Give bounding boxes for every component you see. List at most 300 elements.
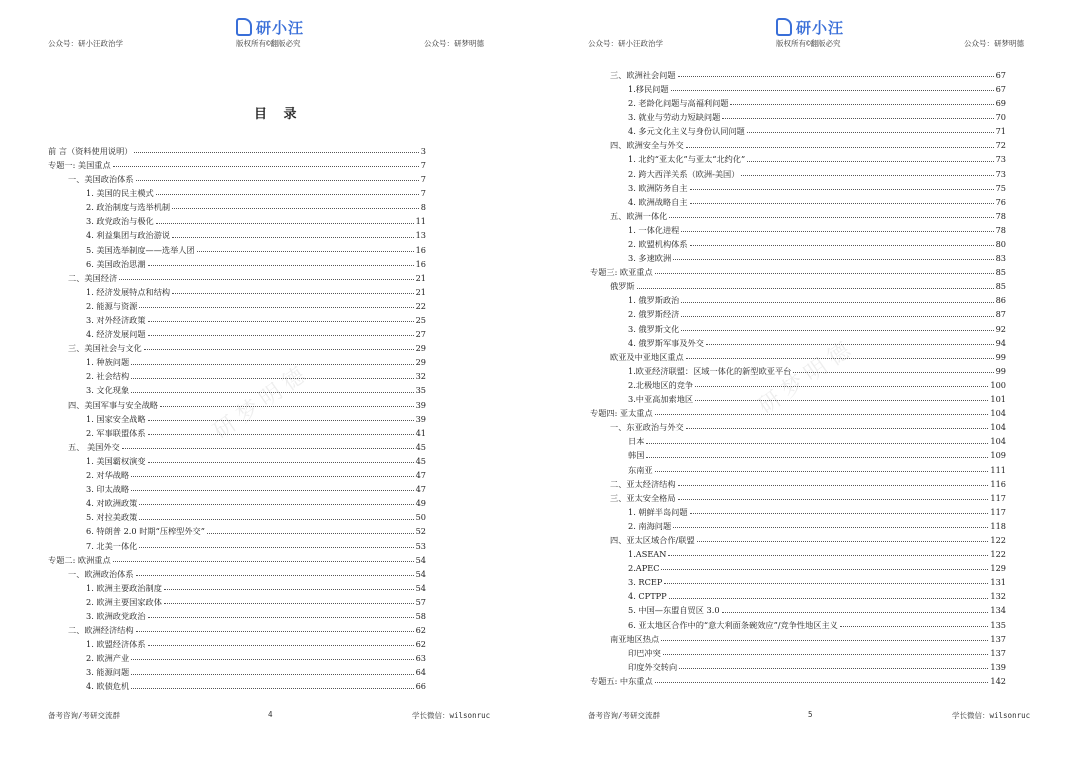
toc-entry[interactable] xyxy=(590,558,1006,572)
watermark: 研梦明德 xyxy=(754,334,861,420)
toc-leader-dots xyxy=(122,448,414,449)
toc-entry-page: 139 xyxy=(990,661,1006,672)
toc-entry-title: 4. 对欧洲政策 xyxy=(86,498,138,509)
toc-entry[interactable] xyxy=(48,254,426,268)
toc-entry[interactable] xyxy=(590,431,1006,445)
toc-entry-title: 2.APEC xyxy=(628,563,660,574)
toc-entry-page: 52 xyxy=(415,526,426,537)
toc-entry-title: 3. 欧洲防务自主 xyxy=(628,182,688,193)
toc-entry[interactable] xyxy=(590,460,1006,474)
toc-entry[interactable] xyxy=(590,347,1006,361)
toc-leader-dots xyxy=(134,152,418,153)
toc-entry[interactable] xyxy=(590,79,1006,93)
toc-entry-title: 3. 对外经济政策 xyxy=(86,315,146,326)
toc-entry-page: 7 xyxy=(420,188,426,199)
toc-entry[interactable] xyxy=(590,502,1006,516)
toc-entry[interactable] xyxy=(48,324,426,338)
toc-entry-title: 一、美国政治体系 xyxy=(68,174,134,185)
toc-entry-page: 94 xyxy=(995,337,1006,348)
toc-entry[interactable] xyxy=(48,169,426,183)
toc-entry-title: 2. 能源与资源 xyxy=(86,300,138,311)
page-5 xyxy=(540,0,1080,761)
toc-entry[interactable] xyxy=(48,282,426,296)
toc-entry-title: 东南亚 xyxy=(628,464,653,475)
brand-logo xyxy=(236,16,304,38)
toc-entry-page: 132 xyxy=(990,591,1006,602)
toc-entry-title: 专题五: 中东重点 xyxy=(590,675,653,686)
header-left: 公众号：研小汪政治学 xyxy=(48,39,123,48)
toc-leader-dots xyxy=(686,147,994,148)
toc-entry-title: 3. 文化现象 xyxy=(86,385,130,396)
toc-entry[interactable] xyxy=(48,634,426,648)
toc-entry[interactable] xyxy=(48,226,426,240)
toc-entry-title: 一、东亚政治与外交 xyxy=(610,422,684,433)
toc-entry[interactable] xyxy=(590,121,1006,135)
toc-entry-title: 前 言（资料使用说明） xyxy=(48,145,133,156)
toc-entry-title: 5. 中国—东盟自贸区 3.0 xyxy=(628,605,720,616)
toc-leader-dots xyxy=(730,104,993,105)
brand-logo-text: 研小汪 xyxy=(796,18,845,37)
toc-entry[interactable] xyxy=(590,671,1006,685)
toc-entry-page: 39 xyxy=(415,413,426,424)
toc-entry-title: 2. 跨大西洋关系（欧洲-美国） xyxy=(628,168,740,179)
toc-leader-dots xyxy=(655,273,994,274)
toc-leader-dots xyxy=(172,293,413,294)
toc-entry-page: 73 xyxy=(995,168,1006,179)
toc-leader-dots xyxy=(663,654,989,655)
toc-leader-dots xyxy=(131,659,413,660)
toc-entry-page: 16 xyxy=(415,244,426,255)
toc-entry-title: 2. 社会结构 xyxy=(86,371,130,382)
toc-entry-title: 一、欧洲政治体系 xyxy=(68,568,134,579)
toc-leader-dots xyxy=(131,476,413,477)
header-center: 版权所有©翻版必究 xyxy=(236,39,301,48)
toc-entry[interactable] xyxy=(590,164,1006,178)
toc-entry[interactable] xyxy=(590,446,1006,460)
toc-entry-page: 92 xyxy=(995,323,1006,334)
toc-entry-page: 22 xyxy=(415,300,426,311)
toc-entry-page: 78 xyxy=(995,224,1006,235)
toc-entry[interactable] xyxy=(48,211,426,225)
toc-entry[interactable] xyxy=(48,352,426,366)
toc-entry[interactable] xyxy=(48,677,426,691)
toc-entry-page: 13 xyxy=(415,230,426,241)
toc-entry-title: 三、美国社会与文化 xyxy=(68,343,142,354)
toc-leader-dots xyxy=(139,519,413,520)
toc-entry-title: 专题三: 欧亚重点 xyxy=(590,267,653,278)
toc-leader-dots xyxy=(172,208,419,209)
toc-entry[interactable] xyxy=(590,474,1006,488)
toc-entry[interactable] xyxy=(590,135,1006,149)
toc-entry-title: 韩国 xyxy=(628,450,645,461)
toc-entry-page: 117 xyxy=(990,492,1006,503)
toc-entry[interactable] xyxy=(48,493,426,507)
toc-entry-page: 72 xyxy=(995,140,1006,151)
toc-entry-page: 99 xyxy=(995,351,1006,362)
toc-entry[interactable] xyxy=(590,643,1006,657)
toc-entry[interactable] xyxy=(48,522,426,536)
toc-entry-page: 29 xyxy=(415,357,426,368)
toc-entry-title: 1. 美国的民主模式 xyxy=(86,188,154,199)
toc-entry-title: 4. 欧洲战略自主 xyxy=(628,196,688,207)
toc-leader-dots xyxy=(172,237,413,238)
toc-entry-title: 2. 老龄化问题与高福利问题 xyxy=(628,98,729,109)
toc-entry-title: 1. 北约“亚太化”与亚太“北约化” xyxy=(628,154,746,165)
toc-leader-dots xyxy=(136,180,419,181)
toc-leader-dots xyxy=(646,457,988,458)
toc-leader-dots xyxy=(722,118,993,119)
toc-leader-dots xyxy=(679,668,988,669)
toc-entry-title: 1.移民问题 xyxy=(628,83,669,94)
toc-leader-dots xyxy=(119,279,413,280)
toc-leader-dots xyxy=(655,682,989,683)
toc-entry[interactable] xyxy=(590,319,1006,333)
toc-entry-title: 四、美国军事与安全战略 xyxy=(68,399,159,410)
toc-entry[interactable] xyxy=(590,150,1006,164)
toc-entry-title: 1. 种族问题 xyxy=(86,357,130,368)
page-number: 5 xyxy=(808,710,813,719)
toc-entry-title: 1. 经济发展特点和结构 xyxy=(86,286,171,297)
toc-entry[interactable] xyxy=(590,544,1006,558)
toc-leader-dots xyxy=(681,302,993,303)
toc-entry-page: 45 xyxy=(415,441,426,452)
toc-entry-page: 16 xyxy=(415,258,426,269)
toc-leader-dots xyxy=(681,231,993,232)
toc-entry-page: 54 xyxy=(415,582,426,593)
toc-entry-title: 2. 军事联盟体系 xyxy=(86,427,146,438)
toc-entry-page: 135 xyxy=(990,619,1006,630)
toc-leader-dots xyxy=(668,555,988,556)
toc-entry-page: 109 xyxy=(990,450,1006,461)
toc-entry-title: 1. 朝鲜半岛问题 xyxy=(628,506,688,517)
toc-entry[interactable] xyxy=(590,333,1006,347)
toc-entry[interactable] xyxy=(48,648,426,662)
toc-entry-page: 57 xyxy=(415,596,426,607)
footer-left: 备考咨询/考研交流群 xyxy=(588,711,661,720)
toc-entry[interactable] xyxy=(590,488,1006,502)
toc-entry[interactable] xyxy=(590,516,1006,530)
header-left: 公众号：研小汪政治学 xyxy=(588,39,663,48)
toc-entry[interactable] xyxy=(48,592,426,606)
toc-entry-title: 4. CPTPP xyxy=(628,591,667,602)
toc-leader-dots xyxy=(661,569,988,570)
toc-entry-title: 2. 俄罗斯经济 xyxy=(628,309,680,320)
toc-entry[interactable] xyxy=(48,451,426,465)
toc-entry-title: 欧亚及中亚地区重点 xyxy=(610,351,684,362)
toc-entry-title: 二、欧洲经济结构 xyxy=(68,625,134,636)
toc-entry-page: 41 xyxy=(415,427,426,438)
toc-entry[interactable] xyxy=(48,550,426,564)
toc-leader-dots xyxy=(156,223,414,224)
toc-entry-title: 3. RCEP xyxy=(628,577,663,588)
footer-right: 学长微信：wilsonruc xyxy=(412,711,491,720)
toc-entry-page: 27 xyxy=(415,329,426,340)
toc-leader-dots xyxy=(669,598,989,599)
toc-entry[interactable] xyxy=(590,601,1006,615)
toc-entry-title: 6. 亚太地区合作中的“意大利面条碗效应”/竞争性地区主义 xyxy=(628,619,838,630)
toc-entry-title: 2. 欧洲产业 xyxy=(86,653,130,664)
toc-entry-page: 21 xyxy=(415,272,426,283)
toc-entry[interactable] xyxy=(590,629,1006,643)
toc-entry[interactable] xyxy=(590,206,1006,220)
brand-logo xyxy=(776,16,844,38)
toc-entry-title: 4. 多元文化主义与身份认同问题 xyxy=(628,126,745,137)
toc-entry-title: 5. 对拉美政策 xyxy=(86,512,138,523)
toc-entry[interactable] xyxy=(590,178,1006,192)
toc-leader-dots xyxy=(686,428,989,429)
toc-leader-dots xyxy=(695,386,988,387)
page-title: 目 录 xyxy=(254,107,303,122)
toc-entry-page: 49 xyxy=(415,498,426,509)
toc-leader-dots xyxy=(131,688,413,689)
toc-leader-dots xyxy=(655,414,989,415)
toc-entry[interactable] xyxy=(48,367,426,381)
toc-leader-dots xyxy=(131,490,413,491)
toc-entry[interactable] xyxy=(590,65,1006,79)
toc-entry-page: 87 xyxy=(995,309,1006,320)
toc-leader-dots xyxy=(148,321,414,322)
toc-entry[interactable] xyxy=(590,417,1006,431)
toc-leader-dots xyxy=(136,631,414,632)
toc-entry-title: 印度外交转向 xyxy=(628,661,678,672)
watermark: 研梦明德 xyxy=(209,359,316,445)
toc-entry-title: 2. 南海问题 xyxy=(628,520,672,531)
toc-entry-page: 73 xyxy=(995,154,1006,165)
toc-entry[interactable] xyxy=(590,530,1006,544)
toc-entry[interactable] xyxy=(48,536,426,550)
toc-entry-title: 6. 美国政治思潮 xyxy=(86,258,146,269)
toc-leader-dots xyxy=(661,640,988,641)
toc-leader-dots xyxy=(664,583,988,584)
toc-entry-title: 2. 欧盟机构体系 xyxy=(628,239,688,250)
toc-leader-dots xyxy=(690,513,989,514)
toc-leader-dots xyxy=(131,674,413,675)
toc-entry[interactable] xyxy=(48,268,426,282)
dog-logo-icon xyxy=(776,18,792,36)
toc-entry-page: 47 xyxy=(415,484,426,495)
toc-leader-dots xyxy=(697,541,989,542)
toc-leader-dots xyxy=(148,617,414,618)
toc-entry[interactable] xyxy=(590,615,1006,629)
toc-entry-title: 四、亚太区域合作/联盟 xyxy=(610,534,695,545)
toc-entry[interactable] xyxy=(48,507,426,521)
toc-entry[interactable] xyxy=(48,381,426,395)
toc-entry-page: 118 xyxy=(990,520,1006,531)
toc-entry-title: 3. 政党政治与极化 xyxy=(86,216,154,227)
page-number: 4 xyxy=(268,710,273,719)
toc-entry[interactable] xyxy=(590,572,1006,586)
toc-entry-page: 54 xyxy=(415,568,426,579)
toc-entry-page: 64 xyxy=(415,667,426,678)
toc-entry-title: 1. 国家安全战略 xyxy=(86,413,146,424)
toc-entry-title: 4. 利益集团与政治游说 xyxy=(86,230,171,241)
toc-entry[interactable] xyxy=(590,291,1006,305)
toc-entry-page: 122 xyxy=(990,549,1006,560)
toc-entry-page: 53 xyxy=(415,540,426,551)
toc-leader-dots xyxy=(669,217,993,218)
toc-entry-page: 3 xyxy=(420,145,426,156)
toc-leader-dots xyxy=(148,645,414,646)
toc-entry-page: 66 xyxy=(415,681,426,692)
toc-entry-title: 4. 经济发展问题 xyxy=(86,329,146,340)
toc-leader-dots xyxy=(113,166,419,167)
toc-leader-dots xyxy=(148,420,414,421)
toc-entry[interactable] xyxy=(590,403,1006,417)
toc-leader-dots xyxy=(678,76,994,77)
toc-entry-page: 54 xyxy=(415,554,426,565)
toc-entry-title: 2. 政治制度与选举机制 xyxy=(86,202,171,213)
toc-entry-title: 2.北极地区的竞争 xyxy=(628,379,694,390)
toc-entry[interactable] xyxy=(48,437,426,451)
toc-entry[interactable] xyxy=(590,586,1006,600)
toc-leader-dots xyxy=(113,561,414,562)
toc-entry-title: 5. 美国选举制度——选举人团 xyxy=(86,244,195,255)
toc-entry-title: 3. 能源问题 xyxy=(86,667,130,678)
header-right: 公众号：研梦明德 xyxy=(964,39,1024,48)
toc-entry[interactable] xyxy=(48,183,426,197)
toc-leader-dots xyxy=(678,499,989,500)
toc-entry-page: 83 xyxy=(995,253,1006,264)
toc-entry-title: 1. 一体化进程 xyxy=(628,224,680,235)
toc-entry[interactable] xyxy=(48,606,426,620)
toc-entry-title: 专题四: 亚太重点 xyxy=(590,408,653,419)
toc-entry-title: 3. 印太战略 xyxy=(86,484,130,495)
toc-entry-page: 137 xyxy=(990,633,1006,644)
toc-entry-page: 100 xyxy=(990,379,1006,390)
toc-leader-dots xyxy=(655,471,989,472)
toc-entry[interactable] xyxy=(590,276,1006,290)
toc-entry-title: 4. 俄罗斯军事及外交 xyxy=(628,337,704,348)
toc-entry[interactable] xyxy=(590,248,1006,262)
toc-entry[interactable] xyxy=(48,564,426,578)
toc-entry-title: 四、欧洲安全与外交 xyxy=(610,140,684,151)
toc-entry-title: 1. 俄罗斯政治 xyxy=(628,295,680,306)
toc-entry-page: 47 xyxy=(415,470,426,481)
toc-entry-title: 3.中亚高加索地区 xyxy=(628,394,694,405)
toc-entry-page: 7 xyxy=(420,159,426,170)
toc-entry-title: 3. 欧洲政党政治 xyxy=(86,610,146,621)
toc-entry-page: 7 xyxy=(420,174,426,185)
toc-entry[interactable] xyxy=(48,310,426,324)
toc-entry-title: 印巴冲突 xyxy=(628,647,661,658)
toc-entry-page: 78 xyxy=(995,210,1006,221)
toc-entry[interactable] xyxy=(590,262,1006,276)
toc-entry-title: 南亚地区热点 xyxy=(610,633,660,644)
toc-leader-dots xyxy=(690,245,994,246)
toc-entry-title: 6. 特朗普 2.0 时期“压榨型外交” xyxy=(86,526,205,537)
toc-entry-page: 62 xyxy=(415,639,426,650)
toc-entry-page: 134 xyxy=(990,605,1006,616)
toc-entry-title: 五、 美国外交 xyxy=(68,441,120,452)
toc-entry[interactable] xyxy=(590,93,1006,107)
toc-leader-dots xyxy=(164,589,414,590)
toc-entry[interactable] xyxy=(48,662,426,676)
toc-entry-page: 35 xyxy=(415,385,426,396)
toc-entry[interactable] xyxy=(48,338,426,352)
toc-entry-page: 71 xyxy=(995,126,1006,137)
toc-entry[interactable] xyxy=(48,155,426,169)
toc-leader-dots xyxy=(136,575,414,576)
toc-entry-page: 21 xyxy=(415,286,426,297)
toc-leader-dots xyxy=(131,364,413,365)
toc-leader-dots xyxy=(840,626,989,627)
toc-entry[interactable] xyxy=(590,192,1006,206)
toc-leader-dots xyxy=(681,316,993,317)
toc-entry-title: 俄罗斯 xyxy=(610,281,635,292)
toc-entry[interactable] xyxy=(48,620,426,634)
toc-entry-page: 25 xyxy=(415,315,426,326)
toc-entry-page: 104 xyxy=(990,408,1006,419)
toc-entry[interactable] xyxy=(590,305,1006,319)
toc-entry-page: 11 xyxy=(415,216,426,227)
toc-entry[interactable] xyxy=(48,197,426,211)
toc-leader-dots xyxy=(197,251,414,252)
toc-entry[interactable] xyxy=(48,240,426,254)
toc-entry[interactable] xyxy=(590,657,1006,671)
toc-entry[interactable] xyxy=(590,234,1006,248)
toc-entry-page: 131 xyxy=(990,577,1006,588)
toc-leader-dots xyxy=(673,259,993,260)
toc-entry-title: 1. 欧洲主要政治制度 xyxy=(86,582,162,593)
toc-entry-page: 69 xyxy=(995,98,1006,109)
toc-entry-page: 50 xyxy=(415,512,426,523)
toc-entry-page: 86 xyxy=(995,295,1006,306)
toc-entry-page: 76 xyxy=(995,196,1006,207)
toc-entry[interactable] xyxy=(48,479,426,493)
toc-entry-page: 75 xyxy=(995,182,1006,193)
toc-entry[interactable] xyxy=(590,220,1006,234)
toc-entry-title: 3. 多速欧洲 xyxy=(628,253,672,264)
toc-leader-dots xyxy=(671,90,994,91)
toc-entry-title: 日本 xyxy=(628,436,645,447)
toc-leader-dots xyxy=(160,406,414,407)
toc-entry-page: 80 xyxy=(995,239,1006,250)
toc-entry[interactable] xyxy=(48,141,426,155)
toc-entry-page: 99 xyxy=(995,365,1006,376)
toc-leader-dots xyxy=(695,400,988,401)
toc-leader-dots xyxy=(690,203,994,204)
toc-entry[interactable] xyxy=(48,296,426,310)
toc-entry[interactable] xyxy=(590,107,1006,121)
toc-leader-dots xyxy=(747,132,994,133)
dog-logo-icon xyxy=(236,18,252,36)
toc-entry-title: 4. 欧债危机 xyxy=(86,681,130,692)
footer-right: 学长微信：wilsonruc xyxy=(952,711,1031,720)
toc-leader-dots xyxy=(148,462,414,463)
toc-leader-dots xyxy=(690,189,994,190)
toc-entry[interactable] xyxy=(48,465,426,479)
toc-leader-dots xyxy=(207,533,414,534)
toc-leader-dots xyxy=(144,349,414,350)
toc-entry-title: 3. 就业与劳动力短缺问题 xyxy=(628,112,721,123)
toc-entry-title: 1.欧亚经济联盟：区域一体化的新型欧亚平台 xyxy=(628,365,792,376)
toc-entry-title: 7. 北美一体化 xyxy=(86,540,138,551)
toc-entry-page: 104 xyxy=(990,422,1006,433)
toc-entry-title: 五、欧洲一体化 xyxy=(610,210,668,221)
toc-entry-title: 二、亚太经济结构 xyxy=(610,478,676,489)
toc-leader-dots xyxy=(148,434,414,435)
toc-leader-dots xyxy=(646,443,988,444)
toc-entry-title: 三、欧洲社会问题 xyxy=(610,69,676,80)
toc-leader-dots xyxy=(139,504,413,505)
toc-leader-dots xyxy=(139,307,413,308)
toc-entry-page: 101 xyxy=(990,394,1006,405)
header-center: 版权所有©翻版必究 xyxy=(776,39,841,48)
toc-entry-page: 111 xyxy=(990,464,1006,475)
toc-entry[interactable] xyxy=(48,578,426,592)
toc-entry-page: 116 xyxy=(990,478,1006,489)
toc-entry-page: 137 xyxy=(990,647,1006,658)
